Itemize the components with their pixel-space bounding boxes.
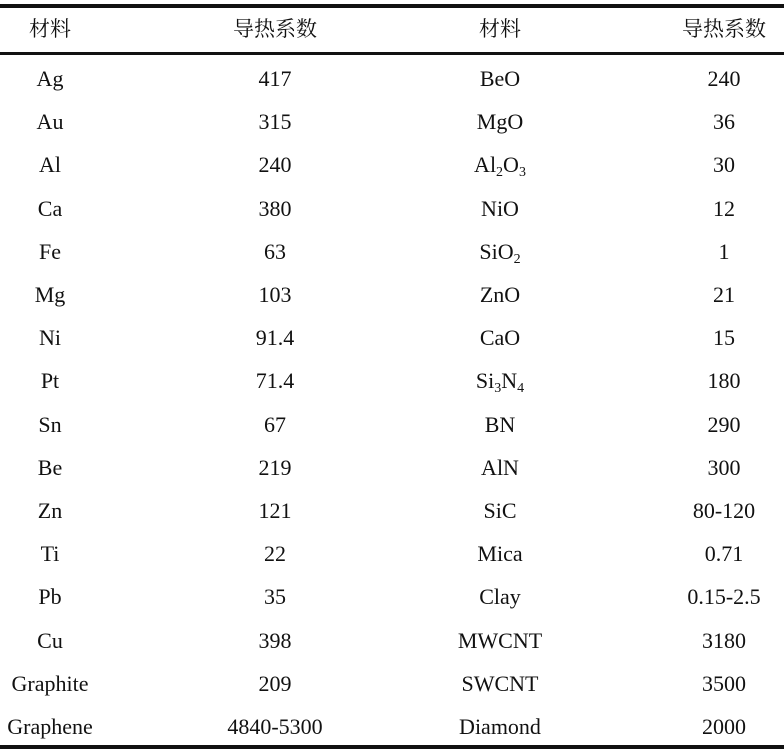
cell-text: 3180: [702, 627, 746, 653]
cell-text: Clay: [479, 584, 521, 610]
cell-text: Sn: [38, 411, 62, 437]
table-cell: [258, 670, 292, 696]
table-cell: [38, 411, 62, 437]
cell-text: 67: [264, 411, 286, 437]
table-cell: [480, 327, 520, 349]
cell-text: Ti: [40, 541, 60, 567]
cell-text: Graphene: [7, 714, 93, 739]
table-cell: [41, 370, 59, 392]
cell-text: Graphite: [11, 670, 89, 696]
table-cell: [474, 152, 526, 181]
table-cell: [259, 500, 292, 522]
cell-text: 80-120: [692, 498, 756, 523]
table-cell: [259, 68, 292, 90]
table-cell: [259, 111, 292, 133]
table-cell: [39, 238, 61, 264]
table-cell: [702, 670, 746, 696]
table-cell: [702, 716, 746, 738]
table-cell: [713, 154, 735, 176]
cell-text: SiO: [479, 238, 514, 264]
cell-text: Al: [39, 152, 61, 178]
table-cell: [264, 586, 286, 608]
table-cell: [480, 284, 520, 306]
cell-text: SiC: [483, 498, 517, 523]
table-cell: [35, 284, 66, 306]
table-cell: [7, 716, 93, 738]
cell-text: 15: [713, 325, 735, 351]
cell-text: BeO: [479, 66, 521, 91]
cell-text: 2000: [702, 714, 746, 739]
subscript: 2: [496, 165, 504, 181]
table-cell: [37, 111, 64, 133]
table-cell: [259, 284, 292, 306]
subscript: 3: [518, 165, 526, 181]
table-bottom-rule: [0, 745, 784, 749]
cell-text: MWCNT: [457, 627, 543, 653]
cell-text: 380: [258, 195, 292, 221]
table-cell: [264, 238, 286, 264]
cell-text: 12: [713, 195, 735, 221]
cell-text: O: [503, 152, 519, 178]
table-cell: [477, 543, 522, 565]
table-cell: [713, 195, 735, 221]
cell-text: BN: [484, 411, 516, 437]
table-cell: [707, 454, 741, 480]
cell-text: Si: [475, 368, 495, 394]
cell-text: NiO: [481, 195, 519, 221]
cell-text: 71.4: [255, 368, 295, 394]
table-cell: [708, 68, 741, 90]
cell-text: CaO: [479, 325, 521, 351]
cell-text: 209: [258, 670, 292, 696]
cell-text: 0.15-2.5: [687, 584, 761, 610]
cell-text: 30: [713, 152, 735, 178]
cell-text: Fe: [39, 238, 61, 264]
cell-text: Ag: [36, 66, 64, 91]
cell-text: 1: [718, 238, 730, 264]
table-cell: [480, 68, 520, 90]
table-cell: [38, 500, 62, 522]
cell-text: 91.4: [255, 325, 295, 351]
cell-text: 4840-5300: [227, 714, 323, 739]
cell-text: Zn: [37, 498, 63, 523]
cell-text: N: [501, 368, 518, 394]
table-cell: [227, 716, 322, 738]
table-cell: [264, 411, 286, 437]
table-cell: [707, 411, 741, 437]
table-cell: [693, 500, 755, 522]
table-cell: [713, 111, 735, 133]
table-cell: [256, 370, 295, 392]
table-header-rule: [0, 52, 784, 55]
cell-text: Cu: [37, 627, 63, 653]
cell-text: ZnO: [479, 282, 521, 307]
cell-text: Mica: [477, 541, 523, 567]
table-cell: [37, 627, 63, 653]
table-cell: [37, 195, 63, 221]
subscript: 4: [517, 381, 525, 397]
cell-text: 103: [258, 282, 292, 307]
table-cell: [259, 154, 292, 176]
cell-text: 22: [264, 541, 286, 567]
table-cell: [702, 627, 746, 653]
cell-text: 63: [264, 238, 286, 264]
cell-text: Mg: [34, 282, 66, 307]
subscript: 2: [513, 251, 521, 267]
table-cell: [484, 411, 516, 437]
table-cell: [481, 454, 519, 480]
table-cell: [39, 154, 61, 176]
table-cell: [477, 111, 523, 133]
cell-text: 290: [707, 411, 741, 437]
cell-text: Pt: [40, 368, 60, 394]
table-cell: [38, 586, 61, 608]
table-cell: [459, 716, 541, 738]
cell-text: 417: [258, 66, 292, 91]
table-cell: [37, 454, 63, 480]
cell-text: Pb: [38, 584, 62, 610]
cell-text: Au: [36, 109, 64, 135]
table-cell: [457, 627, 543, 653]
cell-text: 35: [264, 584, 286, 610]
cell-text: 240: [707, 66, 741, 91]
cell-text: 315: [258, 109, 292, 135]
table-cell: [475, 368, 525, 397]
table-cell: [258, 195, 292, 221]
table-cell: [481, 195, 519, 221]
cell-text: 300: [707, 454, 741, 480]
cell-text: SWCNT: [461, 670, 539, 696]
header-cell-0: 材料: [29, 17, 71, 41]
cell-text: 180: [707, 368, 741, 394]
table-cell: [258, 627, 292, 653]
cell-text: 121: [258, 498, 292, 523]
cell-text: 0.71: [704, 541, 744, 567]
table-cell: [718, 238, 730, 264]
table-cell: [264, 543, 286, 565]
table-cell: [713, 284, 735, 306]
table-cell: [687, 586, 760, 608]
header-cell-2: 材料: [479, 17, 521, 41]
table-cell: [483, 500, 516, 522]
table-cell: [713, 327, 735, 349]
cell-text: 21: [713, 282, 735, 307]
header-cell-3: 导热系数: [682, 17, 766, 41]
table-cell: [11, 670, 89, 696]
cell-text: Ni: [39, 325, 61, 351]
cell-text: 398: [258, 627, 292, 653]
table-cell: [705, 543, 744, 565]
cell-text: 3500: [702, 670, 746, 696]
subscript: 3: [494, 381, 502, 397]
table-cell: [256, 327, 295, 349]
table-cell: [479, 586, 521, 608]
cell-text: Diamond: [459, 714, 541, 739]
table-cell: [37, 68, 64, 90]
cell-text: Al: [474, 152, 497, 178]
cell-text: 219: [258, 454, 292, 480]
table-cell: [258, 454, 292, 480]
cell-text: Ca: [37, 195, 63, 221]
cell-text: MgO: [476, 109, 524, 135]
cell-text: Be: [37, 454, 63, 480]
cell-text: 240: [258, 152, 292, 178]
table-cell: [479, 238, 521, 267]
table-top-rule: [0, 4, 784, 8]
header-cell-1: 导热系数: [233, 17, 317, 41]
table-cell: [708, 370, 741, 392]
cell-text: 36: [713, 109, 735, 135]
table-cell: [39, 327, 61, 349]
table-cell: [41, 543, 60, 565]
table-cell: [461, 670, 539, 696]
cell-text: AlN: [481, 454, 519, 480]
